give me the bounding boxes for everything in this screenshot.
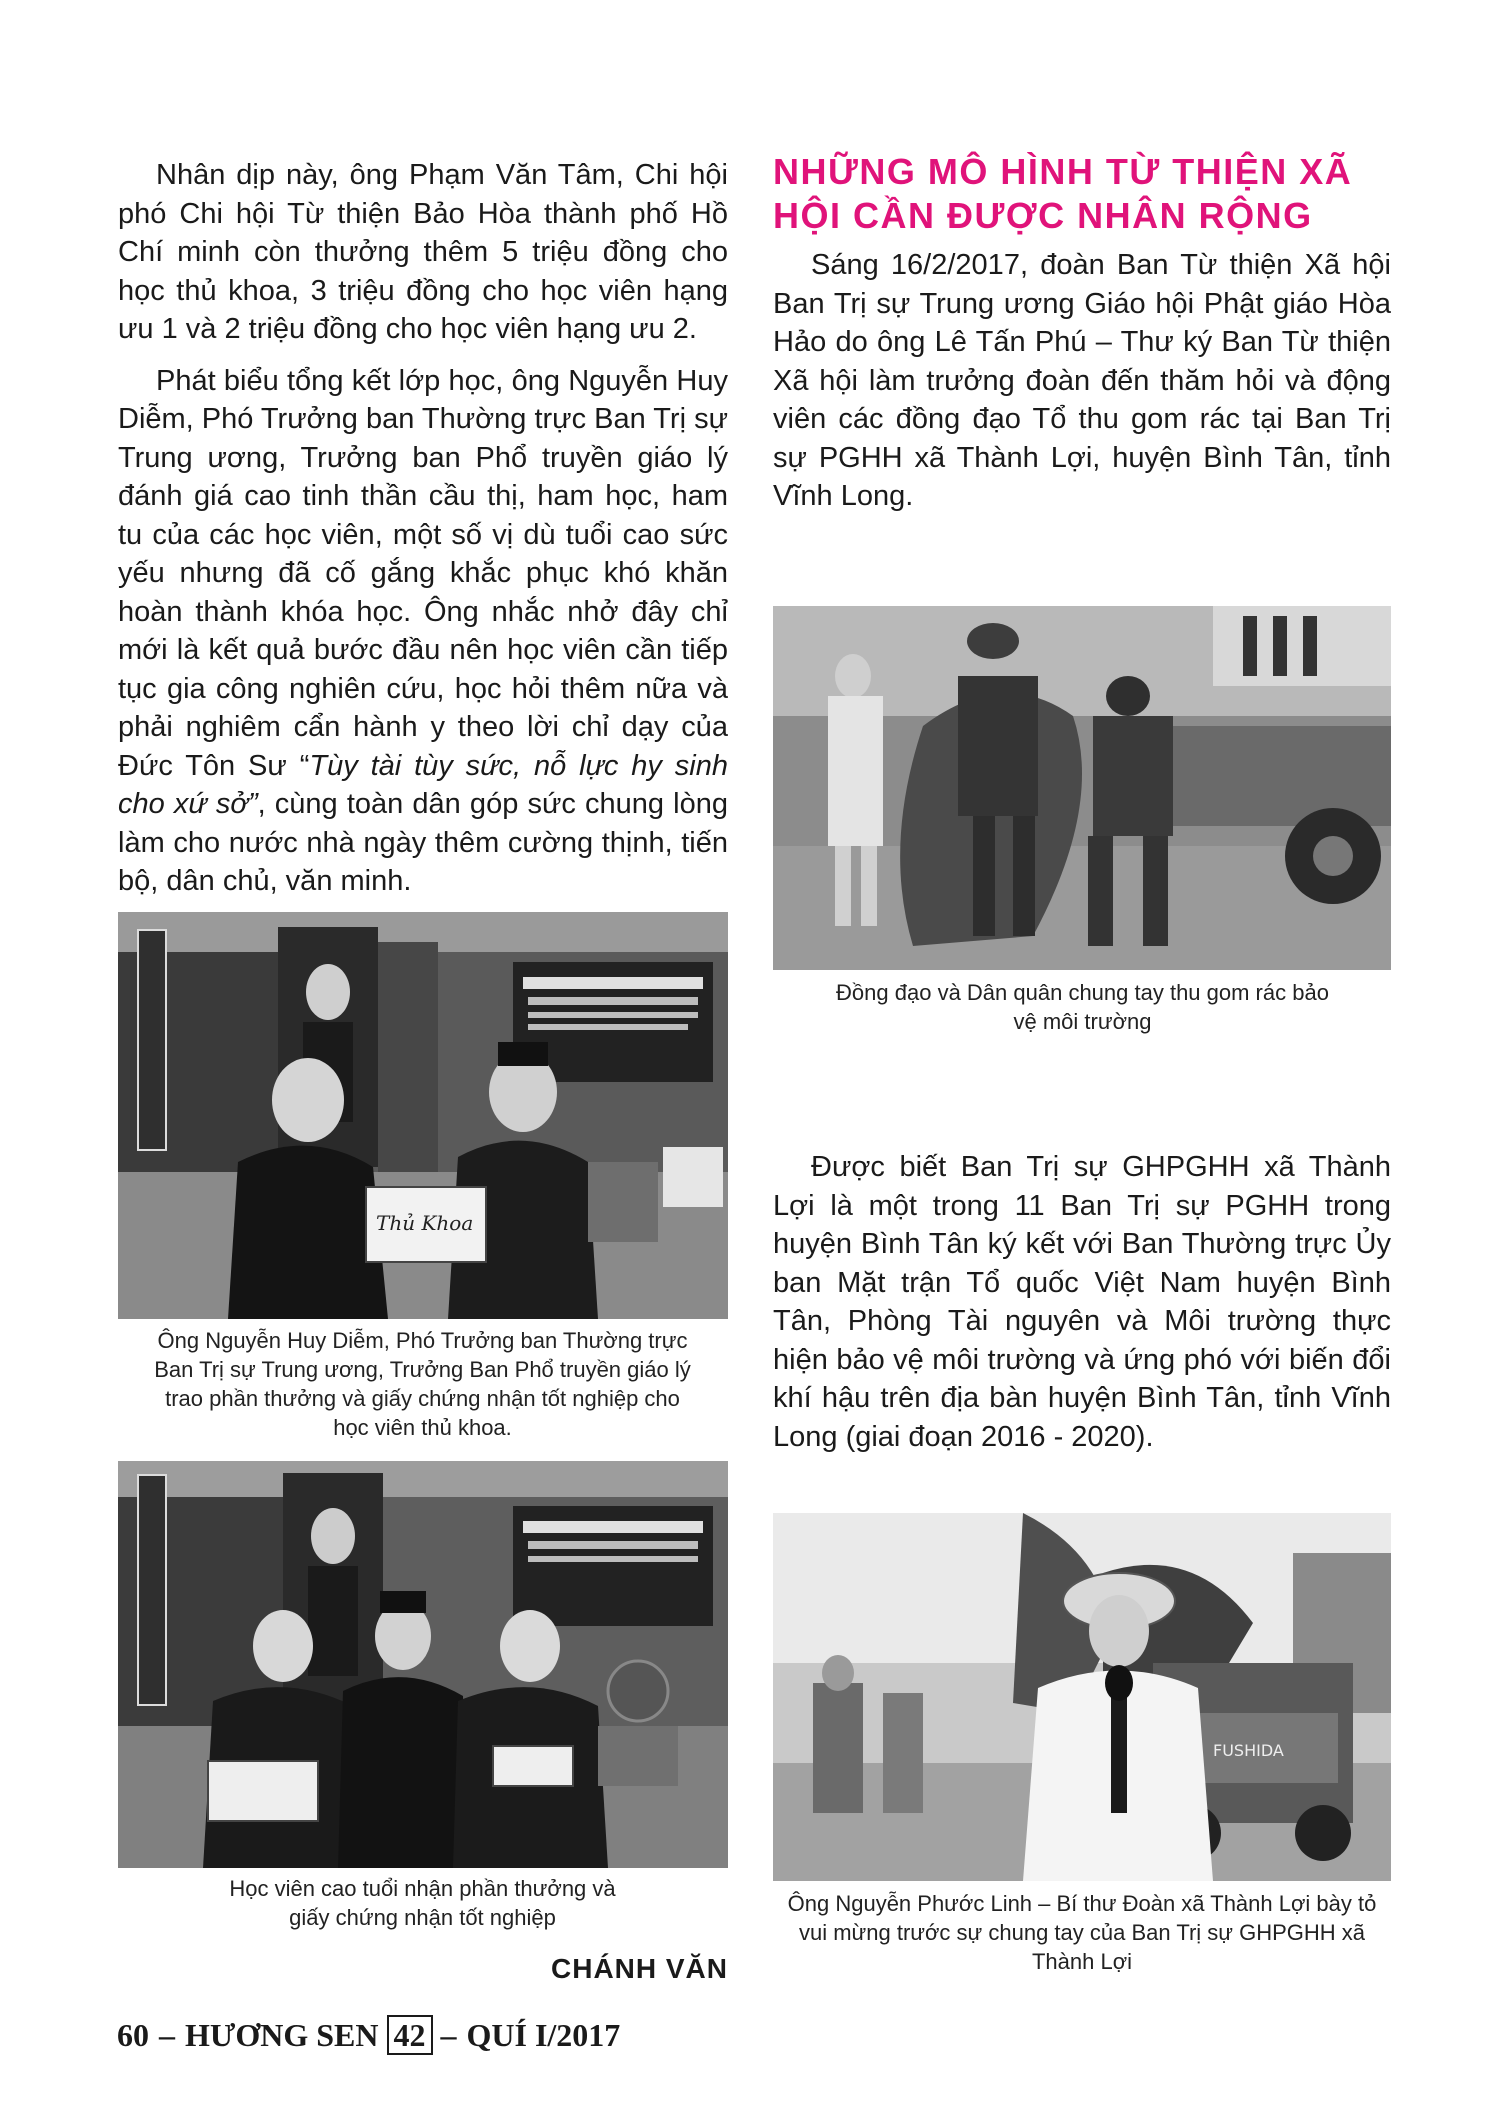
footer-dash-1: – — [159, 2016, 175, 2053]
paragraph-2-end: , cùng toàn dân góp sức chung lòng làm cho nước nhà ngày thêm cường thịnh, tiến bộ, dân chủ, văn minh. — [118, 788, 728, 897]
section-heading: NHỮNG MÔ HÌNH TỪ THIỆN XÃ HỘI CẦN ĐƯỢC NHÂN RỘNG — [773, 151, 1353, 236]
page-footer — [117, 2012, 620, 2058]
paragraph-2 — [118, 362, 728, 901]
issue-period: QUÍ I/2017 — [466, 2016, 621, 2053]
left-column-text — [118, 156, 728, 901]
footer-dash-2: – — [440, 2016, 457, 2053]
vehicle-label: FUSHIDA — [1213, 1741, 1284, 1760]
page-number: 60 — [117, 2016, 149, 2053]
photo-youth-secretary — [773, 1513, 1391, 1881]
photo-elderly-students-caption: Học viên cao tuổi nhận phần thưởng và giấy chứng nhận tốt nghiệp — [229, 1876, 616, 1930]
right-paragraph-2: Được biết Ban Trị sự GHPGHH xã Thành Lợi là một trong 11 Ban Trị sự PGHH trong huyện Bình Tân ký kết với Ban Thường trực Ủy ban Mặt trận Tổ quốc Việt Nam huyện Bình Tân, Phòng Tài nguyên và Môi trường thực hiện bảo vệ môi trường và ứng phó với biến đổi khí hậu trên địa bàn huyện Bình Tân, tỉnh Vĩnh Long (giai đoạn 2016 - 2020). — [773, 1151, 1391, 1453]
right-paragraph-1: Sáng 16/2/2017, đoàn Ban Từ thiện Xã hội Ban Trị sự Trung ương Giáo hội Phật giáo Hòa Hảo do ông Lê Tấn Phú – Thư ký Ban Từ thiện Xã hội làm trưởng đoàn đến thăm hỏi và động viên các đồng đạo Tổ thu gom rác tại Ban Trị sự PGHH xã Thành Lợi, huyện Bình Tân, tỉnh Vĩnh Long. — [773, 249, 1391, 512]
right-column-text-1 — [773, 246, 1391, 516]
author-signature: CHÁNH VĂN — [551, 1953, 728, 1984]
issue-number: 42 — [387, 2015, 433, 2055]
box-label: Thủ Khoa — [376, 1211, 474, 1235]
right-column-text-2 — [773, 1148, 1391, 1456]
photo-elderly-students — [118, 1461, 728, 1868]
photo-youth-secretary-caption: Ông Nguyễn Phước Linh – Bí thư Đoàn xã Thành Lợi bày tỏ vui mừng trước sự chung tay của Ban Trị sự GHPGHH xã Thành Lợi — [787, 1891, 1377, 1974]
photo-award-ceremony-caption: Ông Nguyễn Huy Diễm, Phó Trưởng ban Thường trực Ban Trị sự Trung ương, Trưởng Ban Phổ truyền giáo lý trao phần thưởng và giấy chứng nhận tốt nghiệp cho học viên thủ khoa. — [154, 1328, 691, 1440]
quote-italic: Tùy tài tùy sức, nỗ lực hy sinh cho xứ sở” — [118, 749, 729, 820]
paragraph-1: Nhân dịp này, ông Phạm Văn Tâm, Chi hội phó Chi hội Từ thiện Bảo Hòa thành phố Hồ Chí minh còn thưởng thêm 5 triệu đồng cho học thủ khoa, 3 triệu đồng cho học viên hạng ưu 1 và 2 triệu đồng cho học viên hạng ưu 2. — [118, 159, 728, 345]
paragraph-2-main: Phát biểu tổng kết lớp học, ông Nguyễn Huy Diễm, Phó Trưởng ban Thường trực Ban Trị sự Trung ương, Trưởng ban Phổ truyền giáo lý đánh giá cao tinh thần cầu thị, ham học, ham tu của các học viên, một số vị dù tuổi cao sức yếu nhưng đã cố gắng khắc phục khó khăn hoàn thành khóa học. Ông nhắc nhở đây chỉ mới là kết quả bước đầu nên học viên cần tiếp tục gia công nghiên cứu, học hỏi thêm nữa và phải nghiêm cẩn hành y theo lời chỉ dạy của Đức Tôn Sư “ — [118, 364, 728, 782]
photo-garbage-collection-caption: Đồng đạo và Dân quân chung tay thu gom rác bảo vệ môi trường — [836, 980, 1329, 1034]
photo-award-ceremony — [118, 912, 728, 1319]
magazine-name: HƯƠNG SEN — [185, 2016, 379, 2053]
photo-garbage-collection — [773, 606, 1391, 970]
